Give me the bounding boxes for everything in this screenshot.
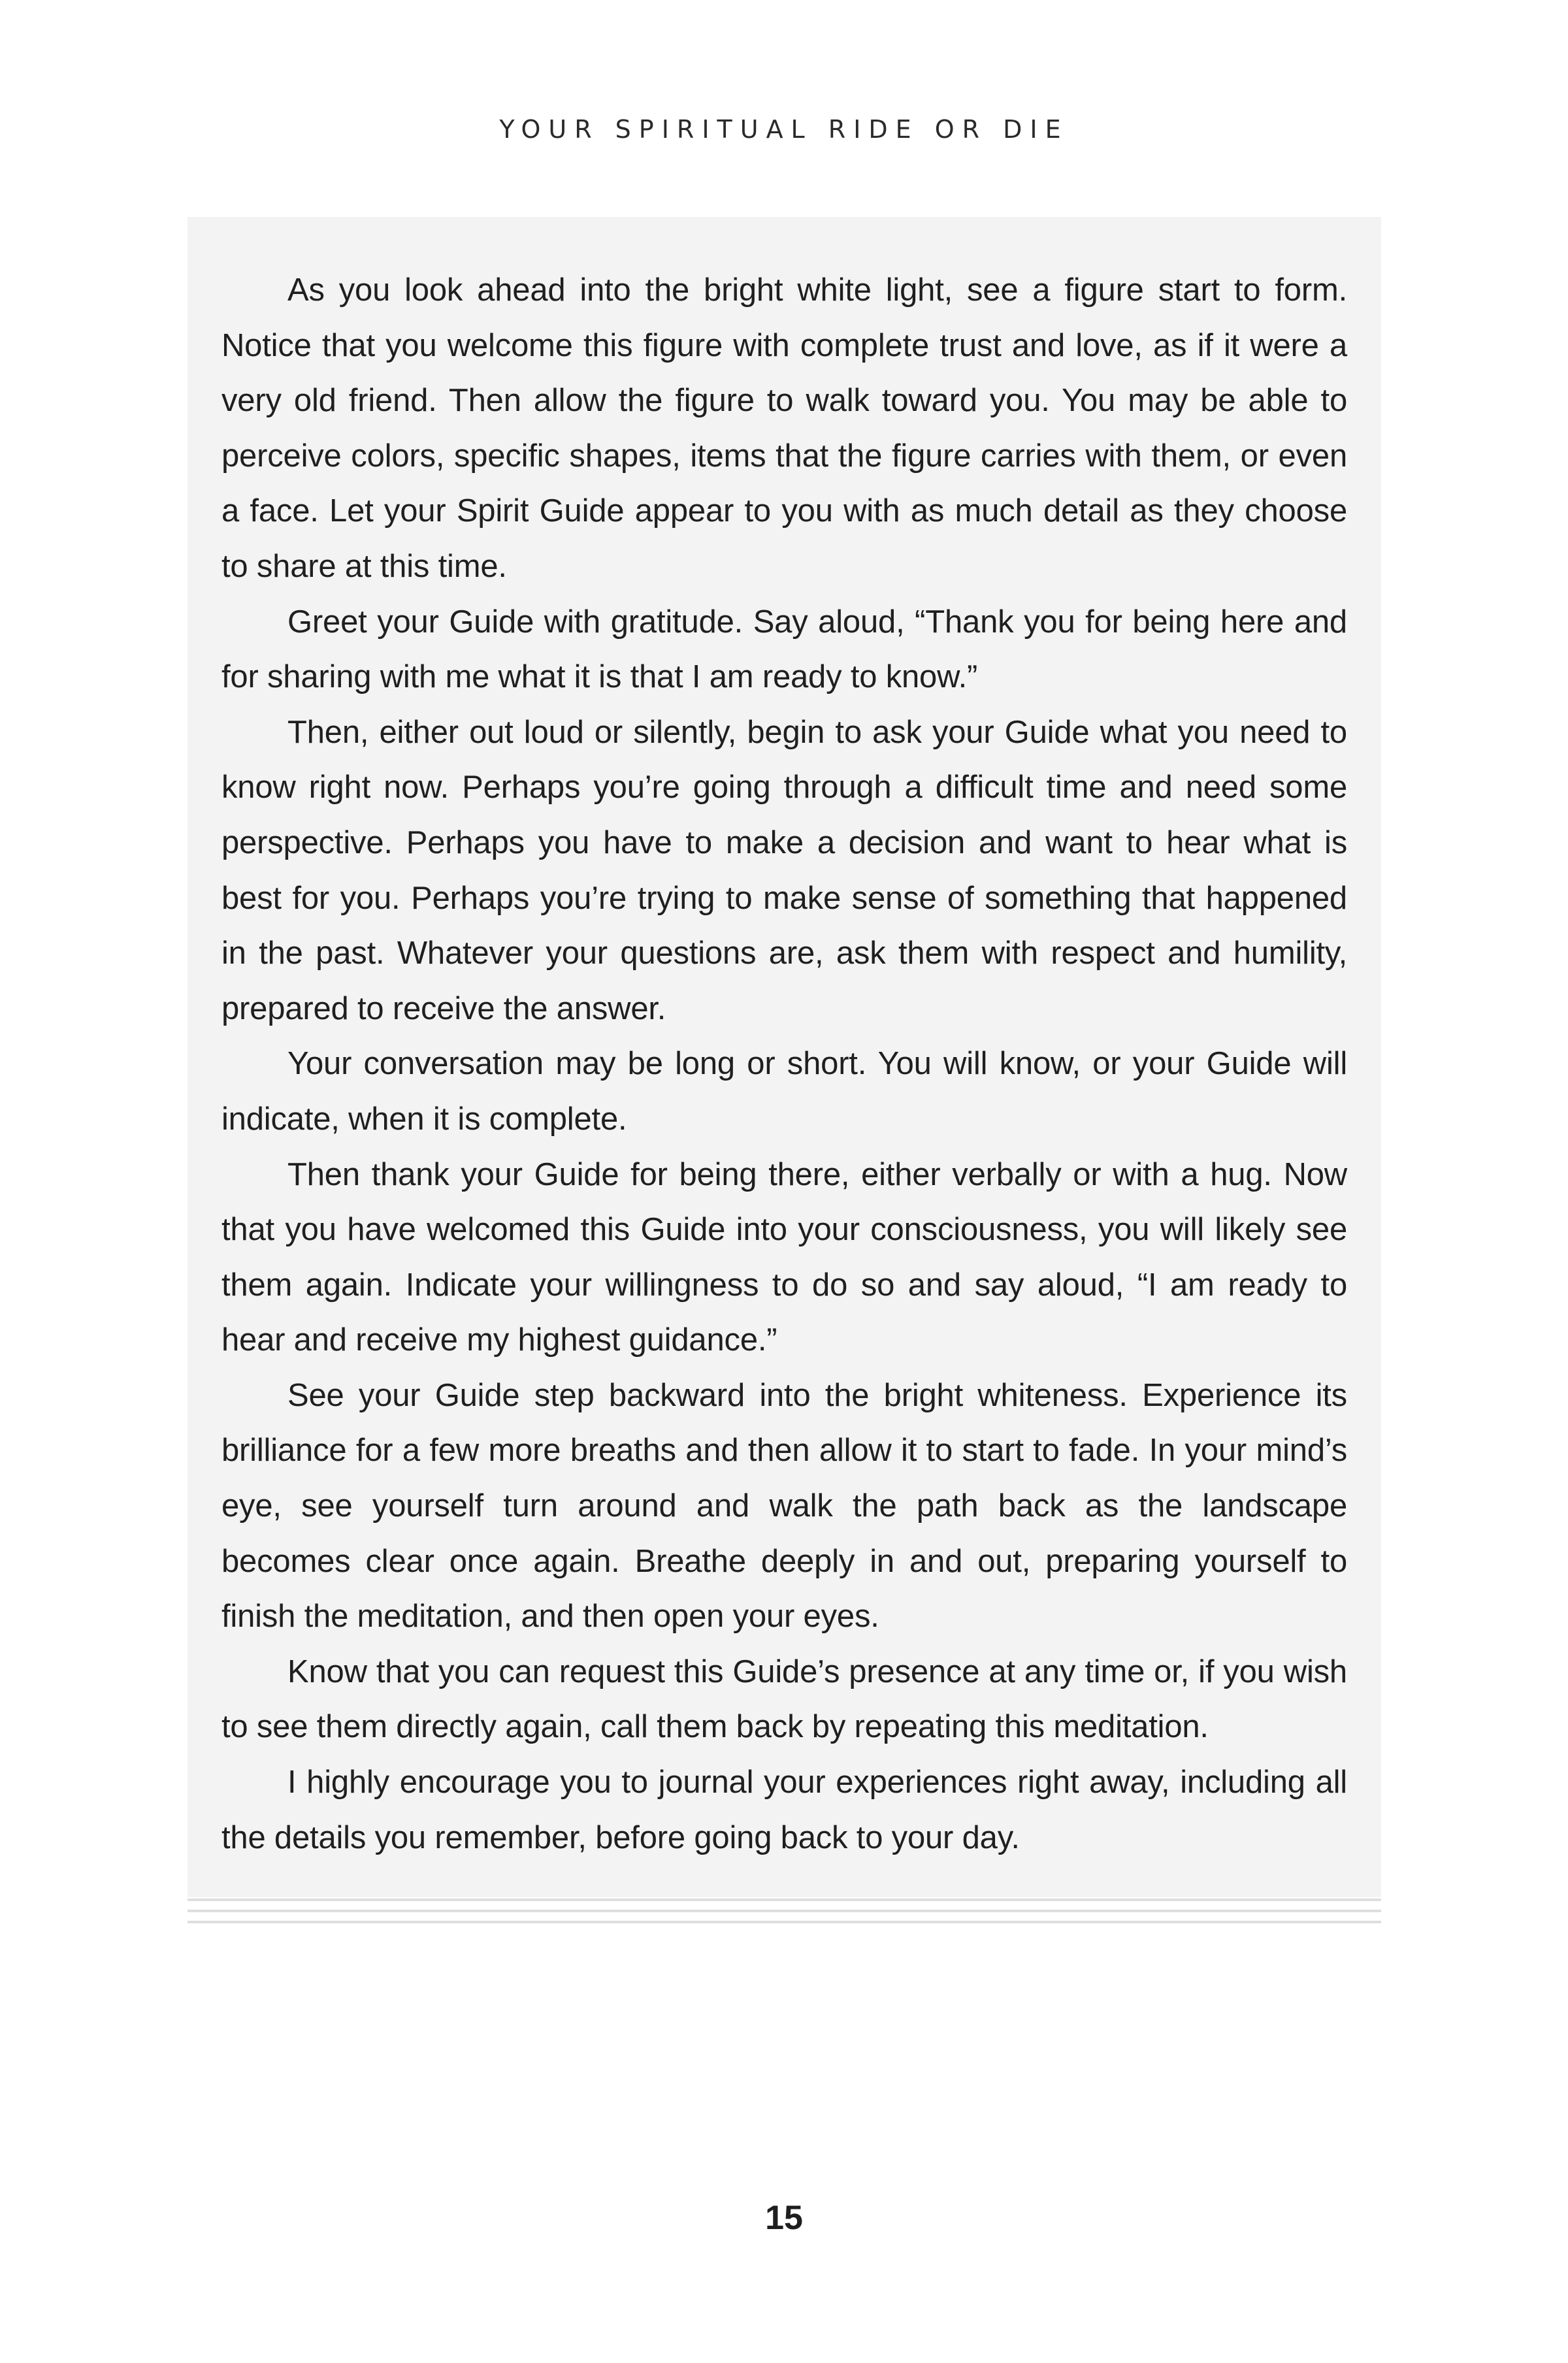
paragraph: I highly encourage you to journal your experiences right away, including all the details you remember, before going back to your day.	[221, 1765, 1347, 1855]
body-text	[221, 263, 1347, 1865]
box-bottom-rule	[188, 1921, 1381, 1923]
box-bottom-rule	[188, 1899, 1381, 1901]
meditation-sidebar-box	[188, 217, 1381, 1897]
box-bottom-rule	[188, 1910, 1381, 1912]
paragraph: Your conversation may be long or short. You will know, or your Guide will indicate, when it is complete.	[221, 1046, 1347, 1137]
page-number: 15	[765, 2199, 803, 2237]
paragraph: As you look ahead into the bright white light, see a figure start to form. Notice that you welcome this figure with complete trust and love, as if it were a very old friend. Then allow the figure to walk toward you. You may be able to perceive colors, specific shapes, items that the figure carries with them, or even a face. Let your Spirit Guide appear to you with as much detail as they choose to share at this time.	[221, 272, 1347, 584]
paragraph: Greet your Guide with gratitude. Say aloud, “Thank you for being here and for sharing with me what it is that I am ready to know.”	[221, 604, 1347, 695]
paragraph: Know that you can request this Guide’s presence at any time or, if you wish to see them directly again, call them back by repeating this meditation.	[221, 1654, 1347, 1745]
paragraph: Then, either out loud or silently, begin to ask your Guide what you need to know right now. Perhaps you’re going through a difficult time and need some perspective. Perhaps you have to make a decision and want to hear what is best for you. Perhaps you’re trying to make sense of something that happened in the past. Whatever your questions are, ask them with respect and humility, prepared to receive the answer.	[221, 714, 1347, 1026]
paragraph: Then thank your Guide for being there, either verbally or with a hug. Now that you have welcomed this Guide into your consciousness, you will likely see them again. Indicate your willingness to do so and say aloud, “I am ready to hear and receive my highest guidance.”	[221, 1156, 1347, 1358]
paragraph: See your Guide step backward into the bright whiteness. Experience its brilliance for a few more breaths and then allow it to start to fade. In your mind’s eye, see yourself turn around and walk the path back as the landscape becomes clear once again. Breathe deeply in and out, preparing yourself to finish the meditation, and then open your eyes.	[221, 1377, 1347, 1635]
running-head: YOUR SPIRITUAL RIDE OR DIE	[499, 115, 1069, 144]
